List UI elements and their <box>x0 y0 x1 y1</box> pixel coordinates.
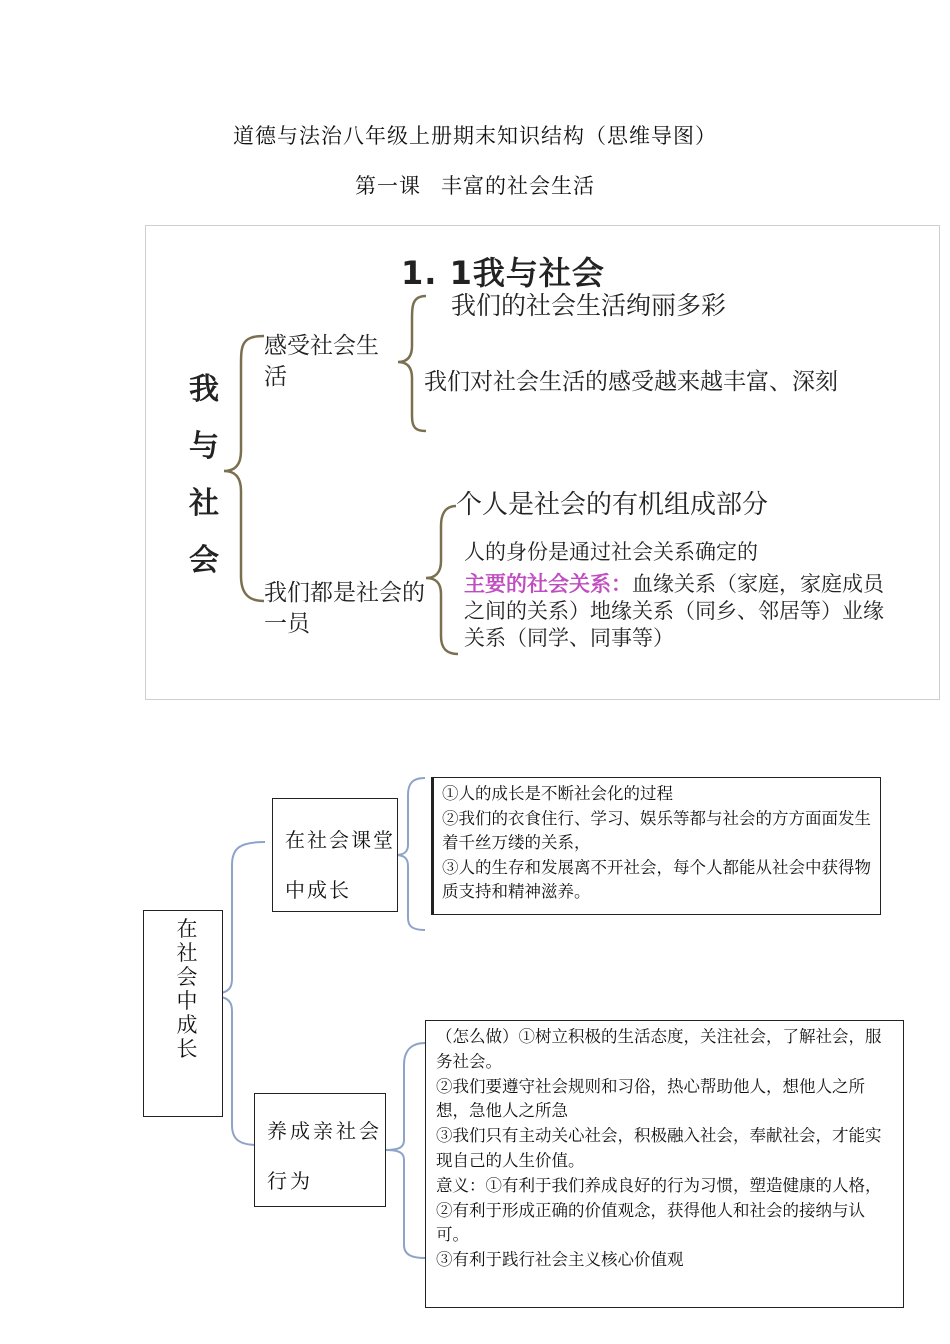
node-prosocial-behavior-label: 养成亲社会行为 <box>267 1119 382 1193</box>
content2-item: ③有利于践行社会主义核心价值观 <box>436 1250 684 1270</box>
branch1-item-1: 我们的社会生活绚丽多彩 <box>451 291 727 320</box>
branch1-item-2: 我们对社会生活的感受越来越丰富、深刻 <box>424 369 838 395</box>
branch1-label: 感受社会生活 <box>264 333 379 390</box>
content1-item: ①人的成长是不断社会化的过程 <box>442 784 673 803</box>
branch2-item-2: 人的身份是通过社会关系确定的 <box>464 540 758 564</box>
node-social-classroom-label: 在社会课堂中成长 <box>285 828 395 902</box>
content1-item: ②我们的衣食住行、学习、娱乐等都与社会的方方面面发生着千丝万缕的关系， <box>442 808 871 852</box>
node2-brace <box>385 1043 425 1258</box>
lesson-number: 第一课 <box>355 174 421 198</box>
node-prosocial-behavior <box>254 1093 386 1207</box>
root-label: 我与社会 <box>189 372 219 578</box>
node-social-classroom <box>272 798 398 912</box>
relations-label: 主要的社会关系： <box>464 572 632 596</box>
page-title: 道德与法治八年级上册期末知识结构（思维导图） <box>233 124 717 148</box>
relations-detail: 血缘关系（家庭，家庭成员之间的关系）地缘关系（同乡、邻居等）业缘关系（同学、同事等） <box>464 572 884 650</box>
branch2-item-1: 个人是社会的有机组成部分 <box>456 490 769 520</box>
content2-item: 意义：①有利于我们养成良好的行为习惯，塑造健康的人格， <box>436 1175 882 1195</box>
content2-item: ②我们要遵守社会规则和习俗，热心帮助他人，想他人之所想，急他人之所急 <box>436 1076 865 1121</box>
content2-item: ③我们只有主动关心社会，积极融入社会，奉献社会，才能实现自己的人生价值。 <box>436 1126 882 1170</box>
root-node <box>143 910 223 1117</box>
content2-item: ②有利于形成正确的价值观念，获得他人和社会的接纳与认可。 <box>436 1200 865 1245</box>
content1-item: ③人的生存和发展离不开社会，每个人都能从社会中获得物质支持和精神滋养。 <box>442 857 871 901</box>
lesson-title: 丰富的社会生活 <box>441 174 595 198</box>
content2-item: （怎么做）①树立积极的生活态度，关注社会，了解社会，服务社会。 <box>436 1027 882 1071</box>
node1-brace <box>395 778 425 930</box>
content-box-1 <box>431 777 881 915</box>
section-title: 1. 1我与社会 <box>401 254 605 292</box>
branch2-label: 我们都是社会的一员 <box>264 580 425 637</box>
root-node-label: 在社会中成长 <box>176 917 198 1061</box>
content-box-2 <box>425 1020 904 1308</box>
